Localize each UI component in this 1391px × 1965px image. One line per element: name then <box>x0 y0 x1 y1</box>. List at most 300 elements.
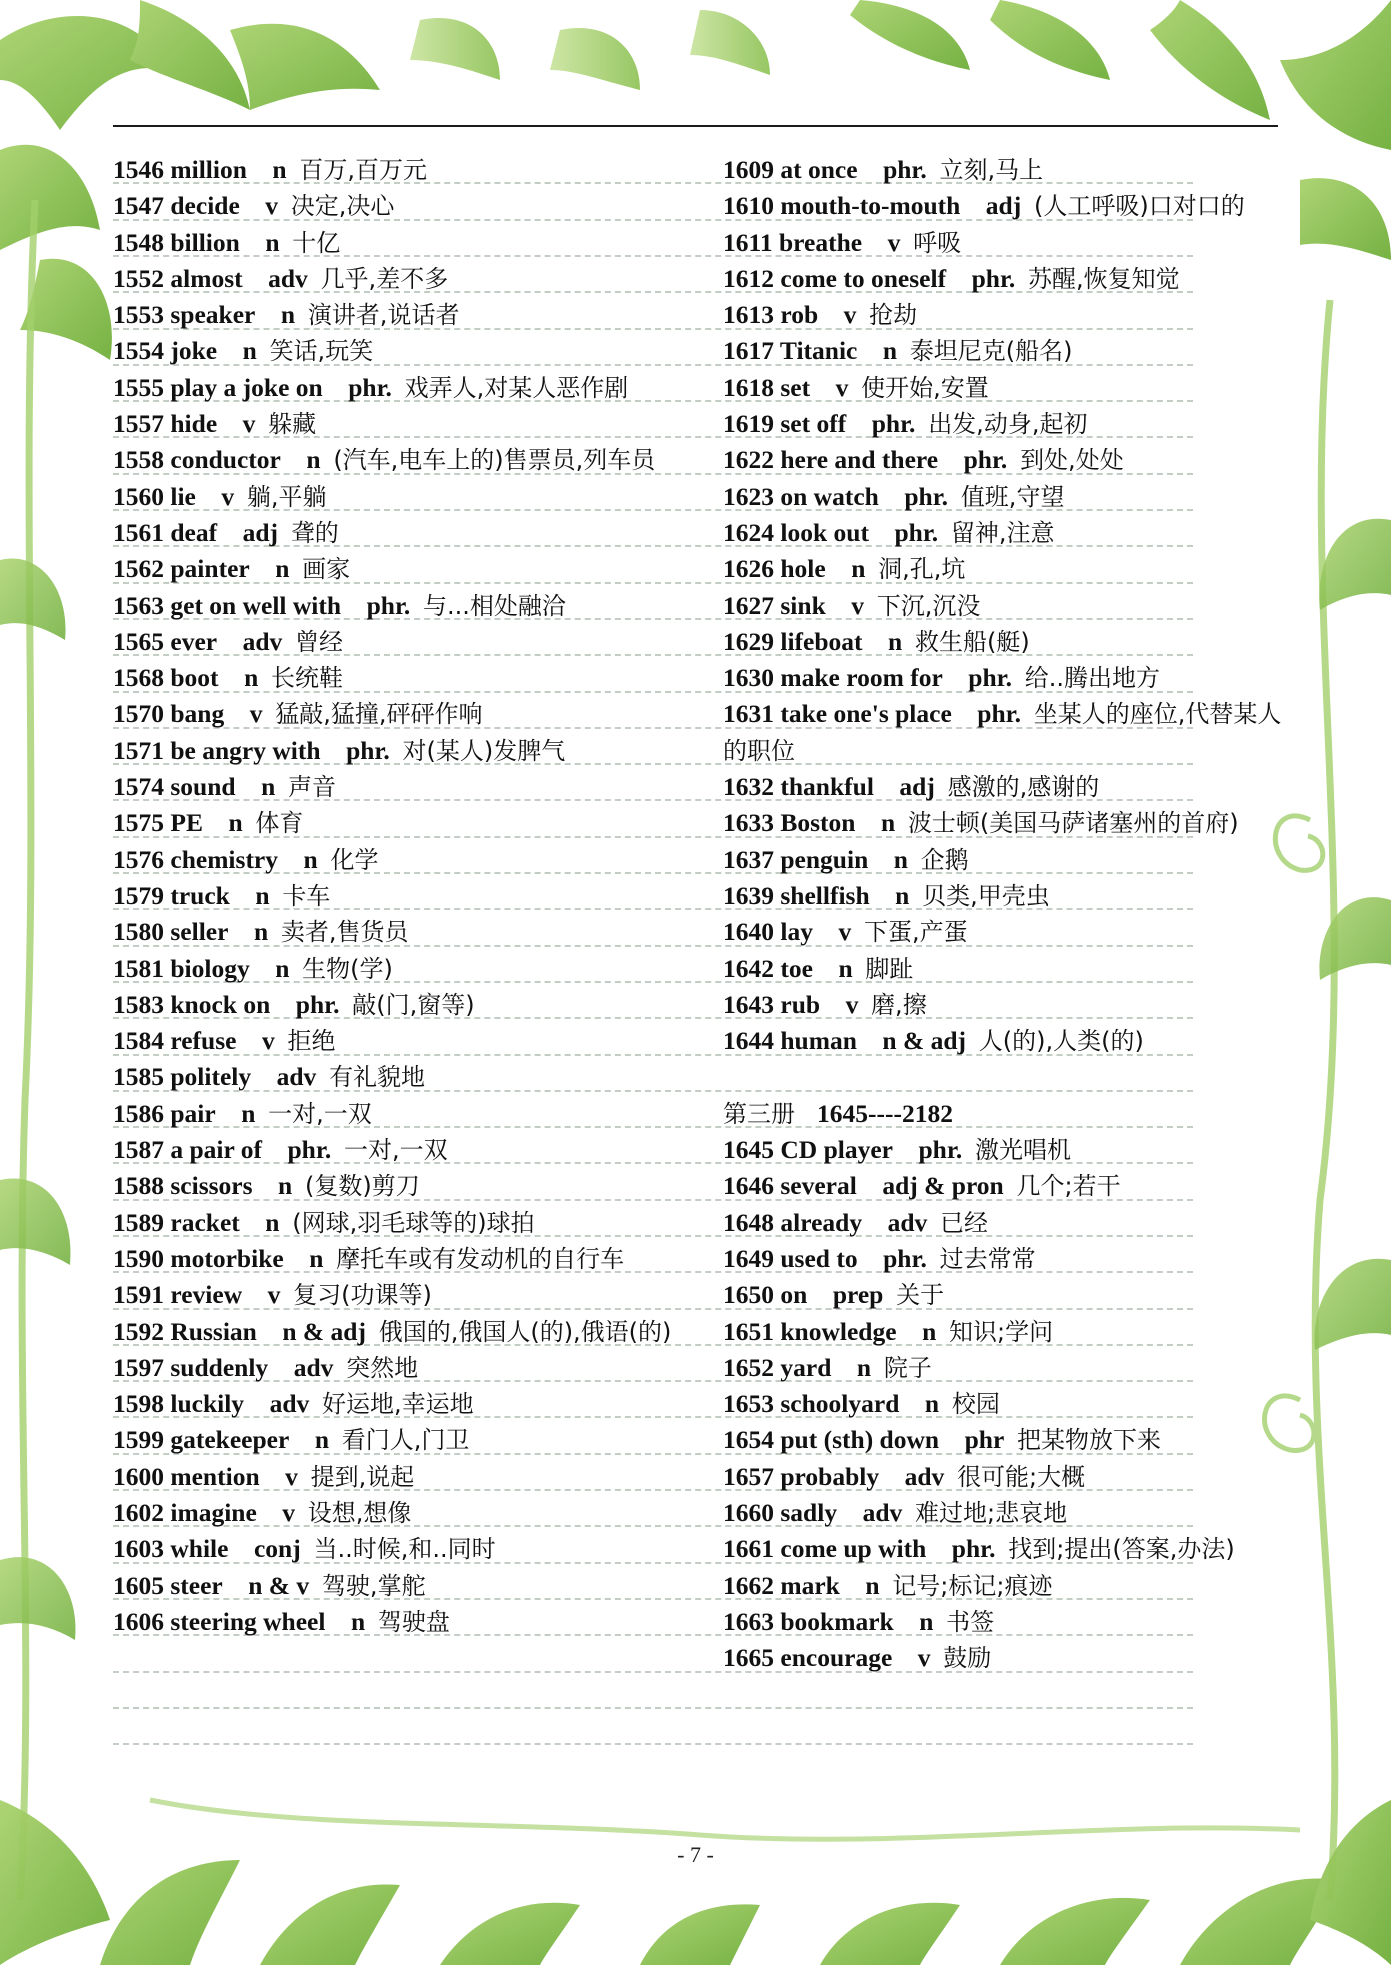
entry-meaning: (复数)剪刀 <box>304 1172 420 1201</box>
entry-meaning: 已经 <box>940 1208 989 1237</box>
entry-part-of-speech: phr. <box>883 155 927 184</box>
section-gap <box>723 1059 1283 1095</box>
vocab-entry <box>113 370 681 406</box>
entry-part-of-speech: n <box>255 880 270 910</box>
entry-part-of-speech: v <box>845 989 859 1019</box>
entry-term: 1663 bookmark <box>723 1606 894 1636</box>
vocab-entry <box>113 1096 681 1132</box>
entry-meaning: 鼓励 <box>943 1644 992 1673</box>
entry-meaning: 记号;标记;痕迹 <box>892 1571 1053 1600</box>
entry-part-of-speech: n <box>922 1316 937 1346</box>
vocab-entry <box>113 479 681 515</box>
vocab-entry <box>723 188 1283 224</box>
vocab-entry <box>113 1386 681 1422</box>
entry-meaning: 到处,处处 <box>1020 446 1124 475</box>
entry-term: 1627 sink <box>723 590 826 620</box>
entry-part-of-speech: v <box>242 409 256 439</box>
entry-part-of-speech: n <box>303 844 318 874</box>
entry-term: 1619 set off <box>723 409 847 439</box>
entry-part-of-speech: n <box>241 1098 256 1128</box>
right-entries-part-2 <box>723 1132 1283 1676</box>
entry-term: 1583 knock on <box>113 989 271 1019</box>
vocab-entry <box>113 1459 681 1495</box>
entry-term: 1618 set <box>723 372 811 402</box>
vocab-entry <box>723 1350 1283 1386</box>
vocab-entry <box>723 1132 1283 1168</box>
entry-part-of-speech: phr. <box>904 481 949 511</box>
vocab-entry <box>113 805 681 841</box>
entry-term: 1579 truck <box>113 880 230 910</box>
vocab-entry <box>723 1640 1283 1676</box>
entry-part-of-speech: n <box>888 626 903 656</box>
entry-term: 1546 million <box>113 155 247 184</box>
entry-meaning: 躺,平躺 <box>246 482 327 511</box>
entry-part-of-speech: n <box>261 772 276 802</box>
entry-part-of-speech: n <box>275 554 290 584</box>
entry-part-of-speech: v <box>917 1643 931 1673</box>
entry-part-of-speech: prep <box>832 1280 884 1310</box>
entry-term: 1648 already <box>723 1207 863 1237</box>
entry-meaning: 洞,孔,坑 <box>878 555 966 584</box>
entry-term: 1590 motorbike <box>113 1243 284 1273</box>
entry-meaning: 有礼貌地 <box>329 1063 426 1092</box>
entry-term: 1626 hole <box>723 554 826 584</box>
header-rule <box>113 125 1278 127</box>
vocab-entry <box>723 479 1283 515</box>
entry-meaning: 一对,一双 <box>268 1099 372 1128</box>
entry-meaning: 卡车 <box>282 881 331 910</box>
entry-part-of-speech: v <box>887 227 901 257</box>
entry-meaning: 人(的),人类(的) <box>978 1027 1144 1056</box>
entry-term: 1603 while <box>113 1534 229 1564</box>
entry-term: 1588 scissors <box>113 1171 253 1201</box>
entry-term: 1584 refuse <box>113 1026 237 1056</box>
vocab-entry <box>113 261 681 297</box>
entry-meaning: 过去常常 <box>939 1244 1036 1273</box>
entry-part-of-speech: v <box>261 1026 275 1056</box>
entry-term: 1563 get on well with <box>113 590 342 620</box>
entry-part-of-speech: phr. <box>287 1135 332 1165</box>
entry-meaning: 卖者,售货员 <box>280 918 409 947</box>
vocab-entry <box>723 1459 1283 1495</box>
entry-meaning: 驾驶,掌舵 <box>321 1571 426 1600</box>
entry-part-of-speech: adv <box>904 1461 945 1491</box>
entry-term: 1632 thankful <box>723 772 874 802</box>
entry-meaning: 聋的 <box>290 518 339 547</box>
entry-term: 1565 ever <box>113 626 218 656</box>
entry-meaning: 体育 <box>255 809 304 838</box>
entry-term: 1598 luckily <box>113 1389 245 1419</box>
vocab-entry <box>723 152 1283 188</box>
entry-part-of-speech: n <box>880 808 896 838</box>
entry-part-of-speech: adj <box>242 517 279 547</box>
entry-term: 1665 encourage <box>723 1643 893 1673</box>
vocab-entry <box>113 406 681 442</box>
entry-meaning: 出发,动身,起初 <box>928 410 1088 439</box>
entry-part-of-speech: phr. <box>295 989 340 1019</box>
vocab-entry <box>113 188 681 224</box>
entry-part-of-speech: adv <box>887 1207 928 1237</box>
vocab-entry <box>723 1604 1283 1640</box>
vocab-entry <box>113 297 681 333</box>
vocab-entry <box>113 1205 681 1241</box>
vocab-entry <box>723 261 1283 297</box>
entry-part-of-speech: adv <box>242 626 283 656</box>
entry-meaning: (人工呼吸)口对口的 <box>1033 192 1245 221</box>
entry-part-of-speech: v <box>843 300 857 330</box>
vocab-entry <box>113 1059 681 1095</box>
entry-meaning: 下沉,沉没 <box>876 591 981 620</box>
entry-term: 1574 sound <box>113 772 236 802</box>
entry-meaning: 突然地 <box>346 1353 419 1382</box>
entry-meaning: 书签 <box>946 1607 995 1636</box>
entry-term: 1609 at once <box>723 155 858 184</box>
vocab-entry <box>723 914 1283 950</box>
entry-meaning: 救生船(艇) <box>914 627 1030 656</box>
entry-part-of-speech: conj <box>253 1534 301 1564</box>
entry-meaning: 值班,守望 <box>960 482 1065 511</box>
entry-term: 1622 here and there <box>723 445 939 475</box>
entry-term: 1649 used to <box>723 1243 858 1273</box>
section-label: 第三册 <box>723 1099 795 1128</box>
entry-meaning: 对(某人)发脾气 <box>402 736 566 765</box>
section-range: 1645----2182 <box>817 1098 953 1128</box>
vocab-entry <box>113 333 681 369</box>
entry-part-of-speech: phr. <box>348 372 392 402</box>
entry-term: 1562 painter <box>113 554 250 584</box>
entry-meaning: 磨,擦 <box>871 990 927 1019</box>
entry-part-of-speech: adv <box>268 263 308 293</box>
entry-term: 1554 joke <box>113 336 218 366</box>
entry-part-of-speech: phr. <box>346 735 390 765</box>
entry-part-of-speech: n <box>856 1352 872 1382</box>
vocab-entry <box>113 551 681 587</box>
vocab-entry <box>113 987 681 1023</box>
entry-part-of-speech: n <box>280 300 296 330</box>
vocab-entry <box>723 515 1283 551</box>
entry-term: 1639 shellfish <box>723 880 870 910</box>
entry-meaning: 生物(学) <box>302 954 393 983</box>
entry-term: 1592 Russian <box>113 1316 257 1346</box>
entry-term: 1600 mention <box>113 1461 260 1491</box>
entry-part-of-speech: adj <box>899 772 935 802</box>
entry-part-of-speech: n <box>924 1389 940 1419</box>
entry-part-of-speech: adj & pron <box>882 1171 1004 1201</box>
vocab-entry <box>113 1422 681 1458</box>
vocab-entry <box>113 1132 681 1168</box>
vocab-entry <box>113 1023 681 1059</box>
vocab-entry <box>723 333 1283 369</box>
vocab-entry <box>113 842 681 878</box>
entry-term: 1557 hide <box>113 409 218 439</box>
left-column <box>113 152 681 1640</box>
entry-meaning: 戏弄人,对某人恶作剧 <box>404 373 629 402</box>
vocab-entry <box>113 660 681 696</box>
vocab-entry <box>723 660 1283 696</box>
entry-part-of-speech: n <box>265 1207 280 1237</box>
entry-meaning: 几个;若干 <box>1016 1172 1121 1201</box>
vocab-entry <box>723 1168 1283 1204</box>
entry-meaning: 院子 <box>883 1353 932 1382</box>
entry-meaning: 决定,决心 <box>290 192 395 221</box>
entry-term: 1586 pair <box>113 1098 216 1128</box>
entry-part-of-speech: phr. <box>918 1135 963 1165</box>
entry-term: 1642 toe <box>723 953 813 983</box>
entry-meaning: 使开始,安置 <box>861 373 989 402</box>
entry-term: 1654 put (sth) down <box>723 1425 940 1455</box>
entry-term: 1657 probably <box>723 1461 880 1491</box>
entry-meaning: 驾驶盘 <box>377 1607 450 1636</box>
vocab-entry <box>113 442 681 478</box>
entry-meaning: 泰坦尼克(船名) <box>909 337 1073 366</box>
vocab-entry <box>723 225 1283 261</box>
entry-meaning: 俄国的,俄国人(的),俄语(的) <box>378 1317 672 1346</box>
vocab-entry <box>113 1568 681 1604</box>
entry-meaning: 给..腾出地方 <box>1024 664 1161 693</box>
guide-line <box>113 1707 1193 1709</box>
entry-part-of-speech: n <box>893 844 908 874</box>
entry-term: 1606 steering wheel <box>113 1606 326 1636</box>
entry-term: 1561 deaf <box>113 517 218 547</box>
entry-part-of-speech: n & adj <box>882 1026 967 1056</box>
entry-term: 1623 on watch <box>723 481 879 511</box>
guide-line <box>113 1743 1193 1745</box>
entry-meaning: 提到,说起 <box>310 1462 415 1491</box>
entry-term: 1631 take one's place <box>723 699 952 729</box>
vocab-entry <box>113 1277 681 1313</box>
vocab-entry <box>723 370 1283 406</box>
entry-meaning: 与...相处融洽 <box>423 591 566 620</box>
entry-part-of-speech: phr. <box>894 517 939 547</box>
entry-meaning: 敲(门,窗等) <box>352 990 475 1019</box>
entry-part-of-speech: n <box>309 1243 324 1273</box>
entry-part-of-speech: v <box>265 191 279 221</box>
entry-term: 1570 bang <box>113 699 225 729</box>
entry-term: 1571 be angry with <box>113 735 321 765</box>
entry-term: 1560 lie <box>113 481 196 511</box>
entry-meaning: 难过地;悲哀地 <box>915 1498 1068 1527</box>
vocab-entry <box>723 769 1283 805</box>
entry-part-of-speech: v <box>285 1461 298 1491</box>
vocab-entry <box>723 1531 1283 1567</box>
vocab-entry <box>723 624 1283 660</box>
entry-part-of-speech: phr. <box>883 1243 927 1273</box>
entry-term: 1661 come up with <box>723 1534 927 1564</box>
entry-term: 1630 make room for <box>723 663 943 693</box>
entry-term: 1613 rob <box>723 300 819 330</box>
entry-part-of-speech: v <box>249 699 263 729</box>
vocab-entry <box>723 1241 1283 1277</box>
entry-term: 1611 breathe <box>723 227 863 257</box>
entry-term: 1555 play a joke on <box>113 372 323 402</box>
vocab-entry <box>723 1277 1283 1313</box>
entry-meaning: 脚趾 <box>865 954 914 983</box>
entry-term: 1637 penguin <box>723 844 869 874</box>
entry-term: 1552 almost <box>113 263 243 293</box>
vocab-entry <box>113 1604 681 1640</box>
entry-part-of-speech: v <box>835 372 849 402</box>
entry-term: 1660 sadly <box>723 1497 838 1527</box>
entry-term: 1602 imagine <box>113 1497 257 1527</box>
entry-meaning: 贝类,甲壳虫 <box>922 881 1050 910</box>
entry-term: 1597 suddenly <box>113 1352 269 1382</box>
entry-part-of-speech: phr. <box>968 663 1012 693</box>
entry-term: 1553 speaker <box>113 300 256 330</box>
entry-term: 1548 billion <box>113 227 240 257</box>
entry-part-of-speech: n <box>272 155 287 184</box>
vocab-entry <box>113 914 681 950</box>
entry-part-of-speech: v <box>267 1280 281 1310</box>
entry-part-of-speech: phr. <box>366 590 411 620</box>
entry-part-of-speech: v <box>221 481 235 511</box>
vocab-entry <box>723 442 1283 478</box>
vocab-entry <box>723 297 1283 333</box>
entry-term: 1651 knowledge <box>723 1316 897 1346</box>
entry-part-of-speech: phr <box>964 1425 1005 1455</box>
page-number: - 7 - <box>677 1842 714 1867</box>
entry-part-of-speech: n <box>838 953 853 983</box>
entry-term: 1585 politely <box>113 1062 252 1092</box>
vocab-entry <box>113 951 681 987</box>
entry-part-of-speech: v <box>838 917 852 947</box>
entry-meaning: 立刻,马上 <box>939 156 1044 184</box>
vocab-entry <box>113 588 681 624</box>
entry-part-of-speech: adv <box>293 1352 334 1382</box>
entry-part-of-speech: n <box>278 1171 293 1201</box>
vocab-entry <box>113 1495 681 1531</box>
entry-term: 1580 seller <box>113 917 229 947</box>
entry-term: 1587 a pair of <box>113 1135 262 1165</box>
vocab-entry <box>113 733 681 769</box>
entry-meaning: 声音 <box>288 773 337 802</box>
vocab-entry <box>723 878 1283 914</box>
entry-part-of-speech: n <box>919 1606 934 1636</box>
entry-part-of-speech: phr. <box>951 1534 996 1564</box>
vocab-entry <box>113 1531 681 1567</box>
entry-meaning: 长统鞋 <box>271 664 343 693</box>
entry-part-of-speech: n <box>244 663 259 693</box>
vocab-entry <box>723 588 1283 624</box>
entry-term: 1644 human <box>723 1026 857 1056</box>
entry-part-of-speech: phr. <box>977 699 1021 729</box>
entry-meaning: 感激的,感谢的 <box>947 773 1100 802</box>
entry-term: 1650 on <box>723 1280 808 1310</box>
entry-part-of-speech: v <box>282 1497 296 1527</box>
entry-meaning: 画家 <box>302 555 351 584</box>
entry-meaning: 波士顿(美国马萨诸塞州的首府) <box>907 809 1239 838</box>
entry-meaning: 设想,想像 <box>307 1498 412 1527</box>
entry-meaning: 激光唱机 <box>974 1136 1071 1165</box>
entry-part-of-speech: adv <box>269 1389 310 1419</box>
vocab-entry <box>113 152 681 188</box>
vocab-entry <box>113 225 681 261</box>
entry-meaning: 企鹅 <box>920 845 969 874</box>
entry-term: 1643 rub <box>723 989 821 1019</box>
entry-part-of-speech: n <box>895 880 910 910</box>
section-heading <box>723 1096 1283 1132</box>
entry-meaning: 笑话,玩笑 <box>269 337 374 366</box>
entry-term: 1610 mouth-to-mouth <box>723 191 961 221</box>
entry-meaning: 关于 <box>896 1281 945 1310</box>
vocab-entry <box>113 515 681 551</box>
vocab-entry <box>113 1168 681 1204</box>
vocab-entry <box>723 951 1283 987</box>
entry-term: 1645 CD player <box>723 1135 893 1165</box>
vocab-entry <box>723 1023 1283 1059</box>
entry-meaning: 十亿 <box>292 228 341 257</box>
right-entries-part-1 <box>723 152 1283 1059</box>
entry-meaning: (网球,羽毛球等的)球拍 <box>292 1208 535 1237</box>
vocab-entry <box>113 1350 681 1386</box>
entry-term: 1629 lifeboat <box>723 626 863 656</box>
entry-part-of-speech: n <box>851 554 866 584</box>
vocab-entry <box>723 406 1283 442</box>
entry-part-of-speech: phr. <box>971 263 1016 293</box>
entry-meaning: 复习(功课等) <box>293 1281 432 1310</box>
entry-part-of-speech: phr. <box>963 445 1008 475</box>
entry-part-of-speech: adv <box>276 1062 317 1092</box>
entry-part-of-speech: n <box>350 1606 366 1636</box>
entry-part-of-speech: adj <box>985 191 1022 221</box>
entry-meaning: 校园 <box>951 1390 1000 1419</box>
vocab-entry <box>113 696 681 732</box>
entry-term: 1575 PE <box>113 808 203 838</box>
entry-term: 1662 mark <box>723 1570 840 1600</box>
entry-meaning: 拒绝 <box>287 1027 336 1056</box>
vocab-entry <box>113 624 681 660</box>
entry-term: 1547 decide <box>113 191 240 221</box>
vocab-entry <box>723 987 1283 1023</box>
entry-part-of-speech: n <box>253 917 269 947</box>
entry-meaning: 猛敲,猛撞,砰砰作响 <box>275 700 483 729</box>
entry-meaning: 曾经 <box>295 627 344 656</box>
entry-term: 1591 review <box>113 1280 243 1310</box>
entry-meaning: 百万,百万元 <box>299 156 427 184</box>
vocab-entry <box>113 769 681 805</box>
entry-meaning: 摩托车或有发动机的自行车 <box>336 1244 625 1273</box>
entry-term: 1633 Boston <box>723 808 856 838</box>
entry-term: 1568 boot <box>113 663 219 693</box>
entry-term: 1640 lay <box>723 917 813 947</box>
entry-meaning: 抢劫 <box>869 301 918 330</box>
entry-part-of-speech: v <box>851 590 864 620</box>
vocab-entry <box>113 1241 681 1277</box>
entry-term: 1589 racket <box>113 1207 240 1237</box>
entry-part-of-speech: n <box>228 808 243 838</box>
entry-term: 1617 Titanic <box>723 336 858 366</box>
entry-term: 1576 chemistry <box>113 844 279 874</box>
entry-part-of-speech: n <box>314 1425 330 1455</box>
entry-meaning: 留神,注意 <box>950 518 1055 547</box>
entry-meaning: 化学 <box>330 845 379 874</box>
entry-term: 1581 biology <box>113 953 250 983</box>
vocab-entry <box>723 1386 1283 1422</box>
entry-term: 1652 yard <box>723 1352 832 1382</box>
entry-meaning: 下蛋,产蛋 <box>863 918 968 947</box>
entry-term: 1646 several <box>723 1171 857 1201</box>
entry-meaning: 找到;提出(答案,办法) <box>1008 1535 1235 1564</box>
entry-part-of-speech: adv <box>862 1497 903 1527</box>
vocab-entry <box>723 805 1283 841</box>
vocab-entry <box>723 551 1283 587</box>
entry-term: 1624 look out <box>723 517 869 547</box>
entry-part-of-speech: n <box>242 336 257 366</box>
entry-meaning: 知识;学问 <box>949 1317 1054 1346</box>
entry-part-of-speech: n <box>865 1570 880 1600</box>
entry-part-of-speech: phr. <box>871 409 916 439</box>
vocab-entry <box>723 1314 1283 1350</box>
entry-term: 1605 steer <box>113 1570 223 1600</box>
